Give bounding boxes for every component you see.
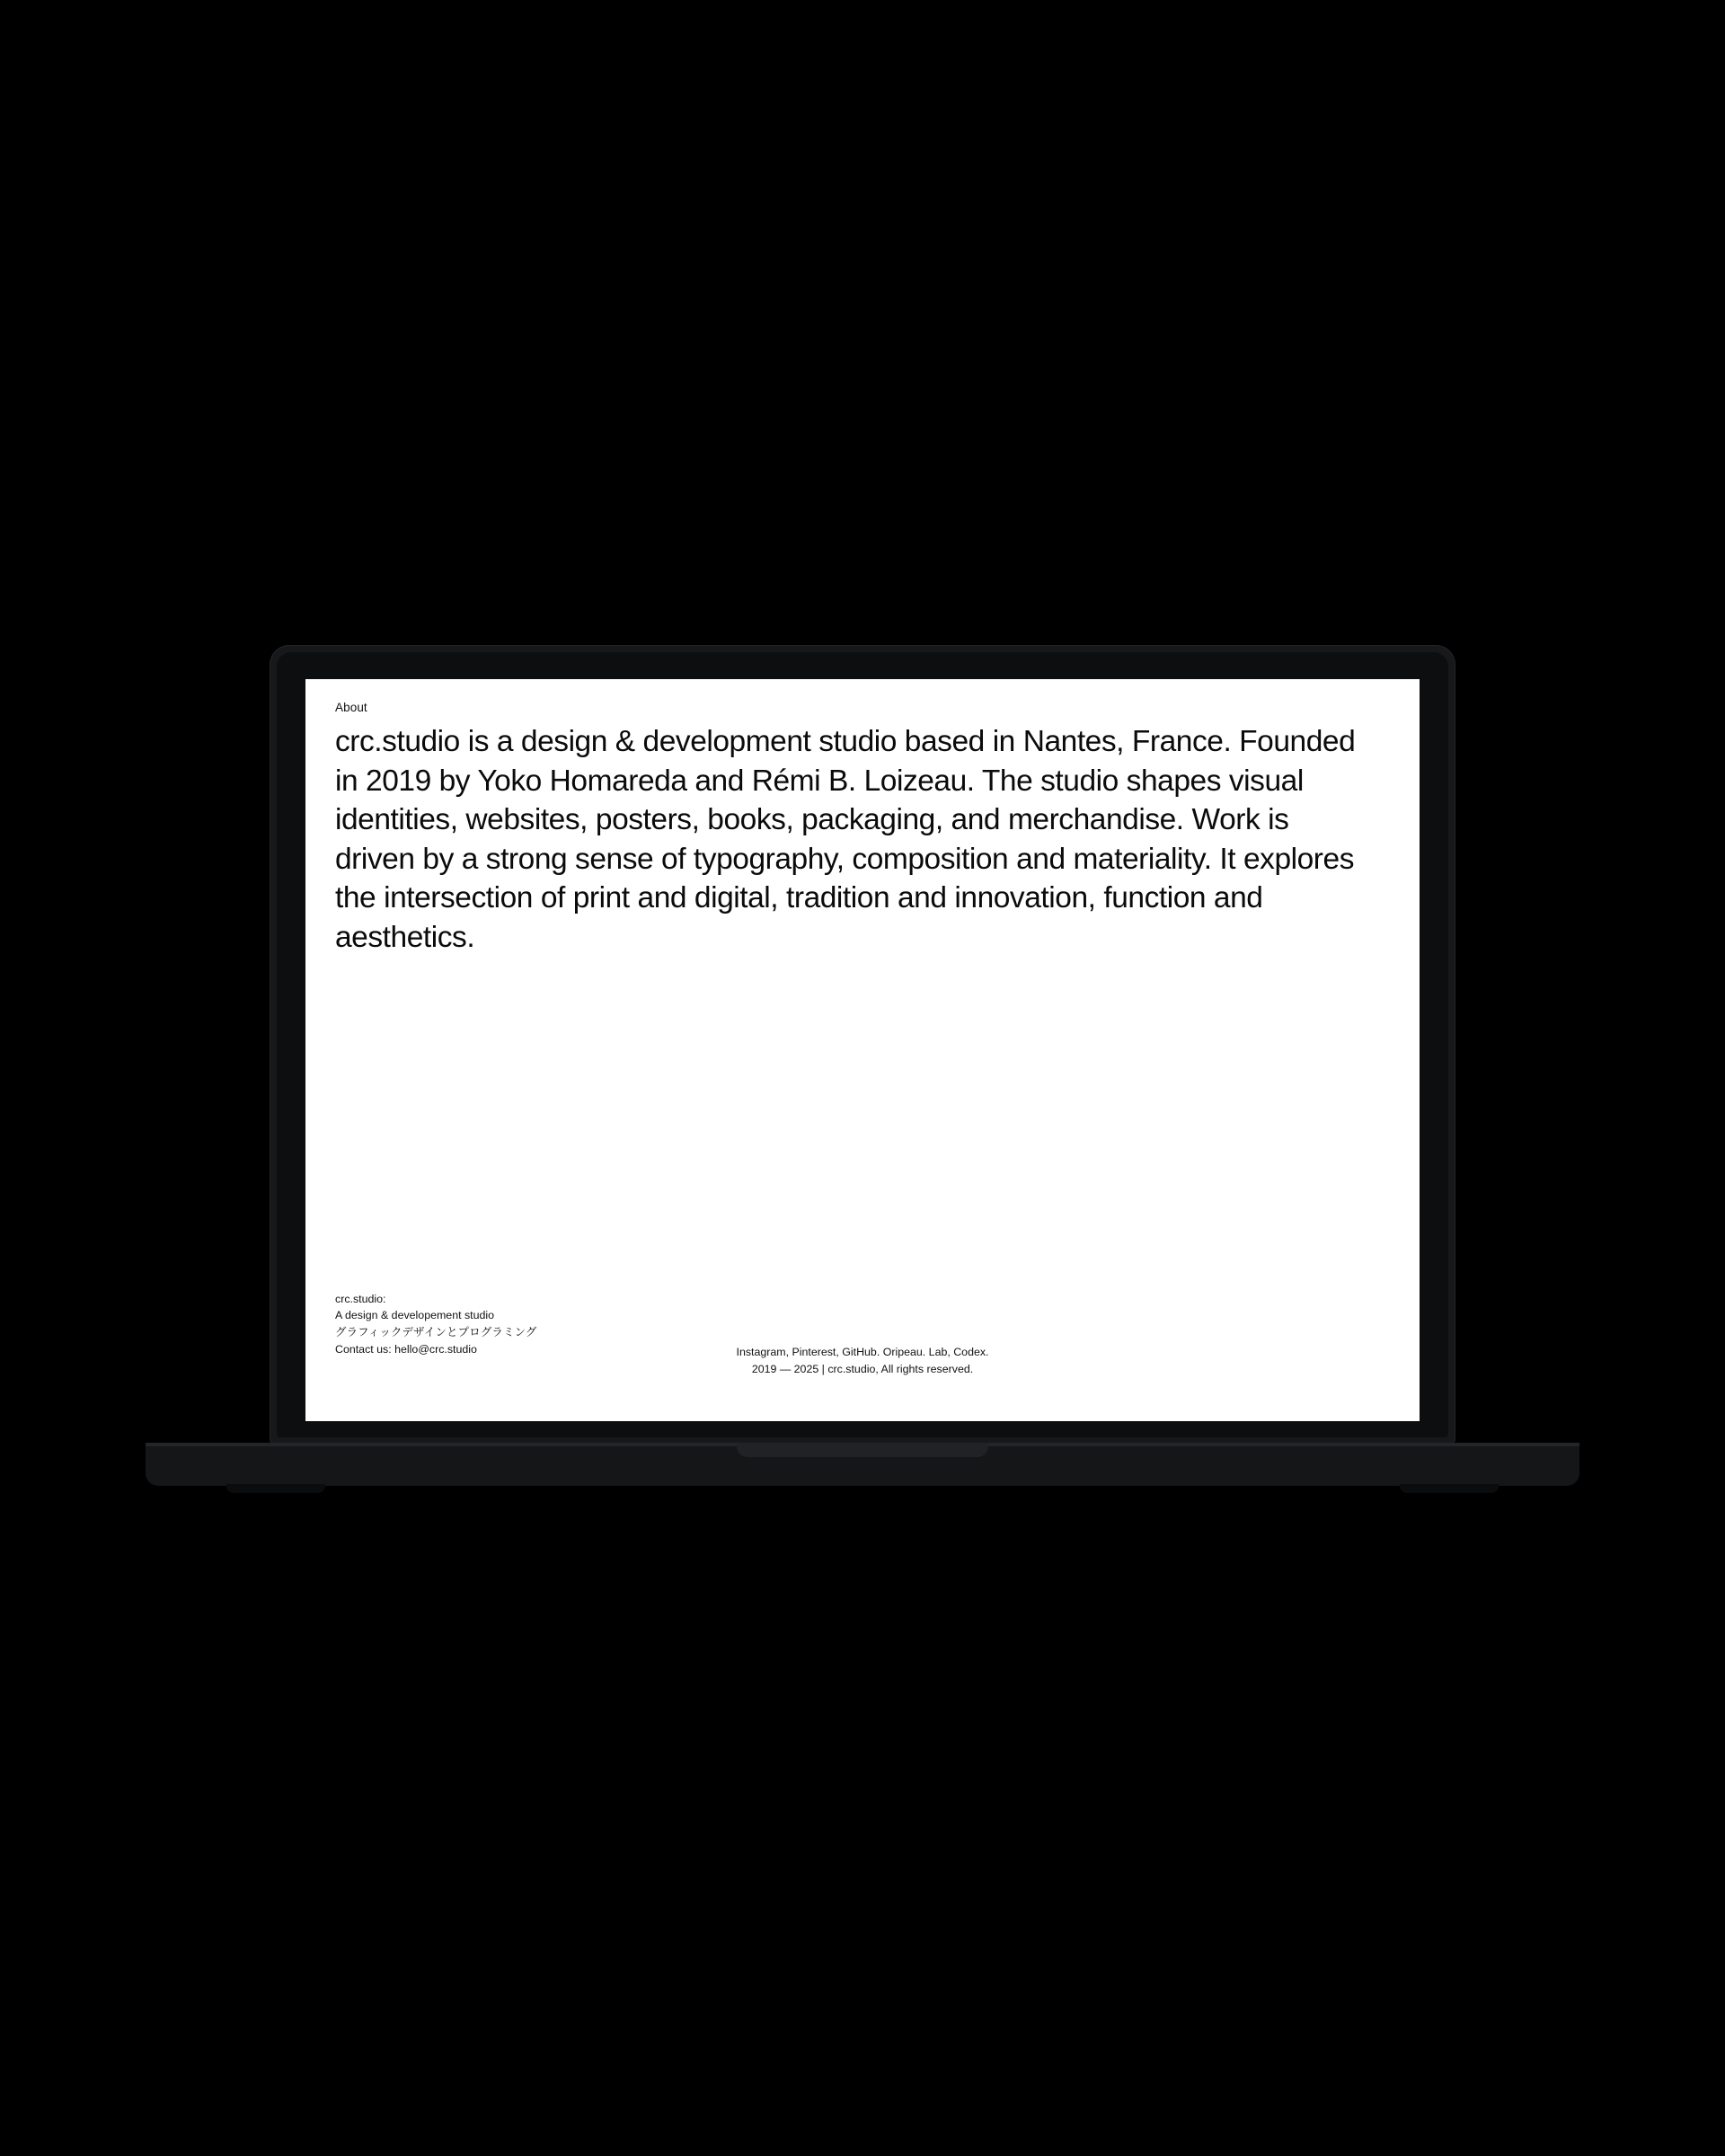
laptop-mockup <box>270 645 1455 1498</box>
laptop-foot-left <box>226 1484 325 1493</box>
footer-social-links[interactable]: Instagram, Pinterest, GitHub. Oripeau. Lab, Codex. <box>736 1346 989 1359</box>
laptop-lid <box>270 645 1455 1445</box>
nav-about-link[interactable]: About <box>335 701 367 714</box>
footer-copyright: 2019 — 2025 | crc.studio, All rights reserved. <box>751 1363 974 1376</box>
footer-tagline-japanese: グラフィックデザインとプログラミング <box>335 1326 537 1339</box>
footer-center-block <box>305 1344 1420 1378</box>
laptop-bezel <box>277 652 1448 1437</box>
footer-contact-email-link[interactable]: hello@crc.studio <box>394 1343 477 1356</box>
laptop-trackpad-notch <box>737 1443 988 1457</box>
laptop-base <box>146 1443 1579 1486</box>
laptop-screen <box>305 679 1420 1421</box>
footer-tagline: A design & developement studio <box>335 1309 495 1322</box>
footer-contact-label: Contact us: <box>335 1343 392 1356</box>
footer-studio-name: crc.studio: <box>335 1292 386 1305</box>
page-headline: crc.studio is a design & development studio based in Nantes, France. Founded in 2019 by Yoko Homareda and Rémi B. Loizeau. The studio shapes visual identities, websites, posters, books, packaging, and merchandise. Work is driven by a strong sense of typography, composition and materiality. It explores the intersection of print and digital, tradition and innovation, function and aesthetics. <box>335 725 1356 954</box>
laptop-foot-right <box>1400 1484 1499 1493</box>
website-page <box>305 679 1420 1421</box>
